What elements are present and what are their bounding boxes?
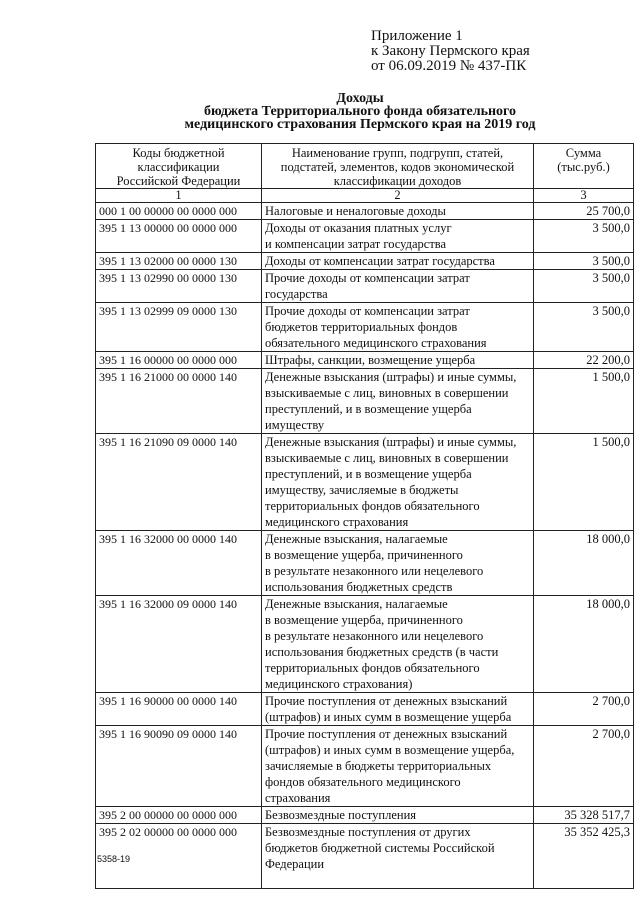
row-code: 395 1 13 02999 09 0000 130: [96, 303, 262, 352]
appendix-reference: [371, 29, 530, 74]
row-name-line: Федерации: [265, 857, 325, 871]
table-header-row: [96, 144, 634, 189]
title-line-1: Доходы: [336, 91, 384, 106]
table-row: [96, 253, 634, 270]
row-name: [262, 807, 534, 824]
row-sum: 3 500,0: [534, 303, 634, 352]
column-number: 2: [262, 189, 534, 203]
column-number: 3: [534, 189, 634, 203]
table-row: [96, 596, 634, 693]
row-name-line: преступлений, и в возмещение ущерба: [265, 467, 472, 481]
row-name-line: Прочие поступления от денежных взысканий: [265, 694, 508, 708]
row-name: [262, 369, 534, 434]
row-code: 395 1 16 32000 09 0000 140: [96, 596, 262, 693]
row-name-line: Прочие поступления от денежных взысканий: [265, 727, 508, 741]
row-name: [262, 203, 534, 220]
row-name-line: обязательного медицинского страхования: [265, 336, 487, 350]
row-sum: 3 500,0: [534, 220, 634, 253]
revenue-table: [95, 143, 634, 889]
row-sum: 35 352 425,3: [534, 824, 634, 889]
row-name-spacer: [265, 872, 530, 888]
header-sum-line: (тыс.руб.): [557, 160, 610, 174]
row-name: [262, 726, 534, 807]
row-code: 395 1 16 00000 00 0000 000: [96, 352, 262, 369]
row-name-line: медицинского страхования: [265, 515, 409, 529]
table-row: [96, 693, 634, 726]
row-sum: 2 700,0: [534, 693, 634, 726]
row-name-line: Безвозмездные поступления от других: [265, 825, 471, 839]
row-name-line: преступлений, и в возмещение ущерба: [265, 402, 472, 416]
row-name-line: имуществу, зачисляемые в бюджеты: [265, 483, 459, 497]
row-name-line: использования бюджетных средств: [265, 580, 453, 594]
row-name-line: фондов обязательного медицинского: [265, 775, 461, 789]
row-code: 000 1 00 00000 00 0000 000: [96, 203, 262, 220]
row-code: 395 2 02 00000 00 0000 000: [96, 824, 262, 889]
row-name-line: Прочие доходы от компенсации затрат: [265, 304, 470, 318]
table-row: [96, 220, 634, 253]
row-name-line: территориальных фондов обязательного: [265, 661, 480, 675]
document-code: 5358-19: [97, 854, 131, 864]
table-row: [96, 369, 634, 434]
row-sum: 3 500,0: [534, 253, 634, 270]
row-name: [262, 270, 534, 303]
row-sum: 18 000,0: [534, 596, 634, 693]
row-name: [262, 303, 534, 352]
row-name-line: взыскиваемые с лиц, виновных в совершении: [265, 386, 509, 400]
row-sum: 2 700,0: [534, 726, 634, 807]
row-name-line: (штрафов) и иных сумм в возмещение ущерба: [265, 710, 512, 724]
appendix-date: от 06.09.2019 № 437-ПК: [371, 58, 527, 74]
table-row: [96, 434, 634, 531]
header-codes-line: классификации: [137, 160, 220, 174]
row-name-line: страхования: [265, 791, 331, 805]
column-number-row: [96, 189, 634, 203]
row-name-line: территориальных фондов обязательного: [265, 499, 480, 513]
row-sum: 3 500,0: [534, 270, 634, 303]
row-name-line: Штрафы, санкции, возмещение ущерба: [265, 353, 476, 367]
row-name-line: имуществу: [265, 418, 325, 432]
header-names-line: подстатей, элементов, кодов экономической: [280, 160, 515, 174]
row-name-line: Прочие доходы от компенсации затрат: [265, 271, 470, 285]
table-row: [96, 824, 634, 889]
row-name-line: Денежные взыскания (штрафы) и иные суммы,: [265, 435, 517, 449]
row-name: [262, 253, 534, 270]
column-number: 1: [96, 189, 262, 203]
row-code: 395 1 13 02990 00 0000 130: [96, 270, 262, 303]
row-name-line: Денежные взыскания (штрафы) и иные суммы,: [265, 370, 517, 384]
row-code: 395 1 13 02000 00 0000 130: [96, 253, 262, 270]
row-name: [262, 596, 534, 693]
row-name-line: государства: [265, 287, 328, 301]
row-name-line: Налоговые и неналоговые доходы: [265, 204, 446, 218]
document-title: [140, 92, 580, 131]
table-body: [96, 203, 634, 889]
row-code: 395 2 00 00000 00 0000 000: [96, 807, 262, 824]
table-row: [96, 303, 634, 352]
row-name-line: взыскиваемые с лиц, виновных в совершении: [265, 451, 509, 465]
table-row: [96, 352, 634, 369]
row-name-line: в результате незаконного или нецелевого: [265, 629, 484, 643]
table-row: [96, 203, 634, 220]
row-name: [262, 434, 534, 531]
row-name-line: Доходы от оказания платных услуг: [265, 221, 452, 235]
title-line-2: бюджета Территориального фонда обязательного: [203, 104, 517, 119]
row-sum: 1 500,0: [534, 434, 634, 531]
header-sum-line: Сумма: [565, 146, 602, 160]
row-name: [262, 220, 534, 253]
row-sum: 18 000,0: [534, 531, 634, 596]
row-code: 395 1 16 21090 09 0000 140: [96, 434, 262, 531]
row-name: [262, 824, 534, 889]
row-name-line: бюджетов бюджетной системы Российской: [265, 841, 495, 855]
header-names-line: классификации доходов: [333, 174, 462, 188]
table-row: [96, 726, 634, 807]
row-sum: 35 328 517,7: [534, 807, 634, 824]
title-line-3: медицинского страхования Пермского края на 2019 год: [184, 117, 536, 132]
header-codes-line: Российской Федерации: [116, 174, 241, 188]
row-name-line: Денежные взыскания, налагаемые: [265, 532, 448, 546]
row-name: [262, 531, 534, 596]
appendix-number: Приложение 1: [371, 28, 463, 44]
header-names-line: Наименование групп, подгрупп, статей,: [291, 146, 504, 160]
row-name-line: Доходы от компенсации затрат государства: [265, 254, 495, 268]
row-name: [262, 352, 534, 369]
row-name-line: Безвозмездные поступления: [265, 808, 417, 822]
table-row: [96, 270, 634, 303]
row-code: 395 1 13 00000 00 0000 000: [96, 220, 262, 253]
row-code: 395 1 16 32000 00 0000 140: [96, 531, 262, 596]
row-name-line: Денежные взыскания, налагаемые: [265, 597, 448, 611]
row-name-line: бюджетов территориальных фондов: [265, 320, 458, 334]
table-row: [96, 807, 634, 824]
row-name: [262, 693, 534, 726]
header-sum: [534, 144, 634, 189]
row-name-line: медицинского страхования): [265, 677, 413, 691]
row-sum: 22 200,0: [534, 352, 634, 369]
header-names: [262, 144, 534, 189]
row-name-line: (штрафов) и иных сумм в возмещение ущерба,: [265, 743, 515, 757]
header-codes-line: Коды бюджетной: [132, 146, 225, 160]
row-name-line: в возмещение ущерба, причиненного: [265, 548, 463, 562]
row-name-line: в возмещение ущерба, причиненного: [265, 613, 463, 627]
row-name-line: и компенсации затрат государства: [265, 237, 447, 251]
row-name-line: использования бюджетных средств (в части: [265, 645, 499, 659]
row-name-line: в результате незаконного или нецелевого: [265, 564, 484, 578]
row-code: 395 1 16 90090 09 0000 140: [96, 726, 262, 807]
header-codes: [96, 144, 262, 189]
row-sum: 1 500,0: [534, 369, 634, 434]
row-sum: 25 700,0: [534, 203, 634, 220]
appendix-law: к Закону Пермского края: [371, 43, 530, 59]
table-row: [96, 531, 634, 596]
row-code: 395 1 16 90000 00 0000 140: [96, 693, 262, 726]
row-name-line: зачисляемые в бюджеты территориальных: [265, 759, 492, 773]
row-code: 395 1 16 21000 00 0000 140: [96, 369, 262, 434]
